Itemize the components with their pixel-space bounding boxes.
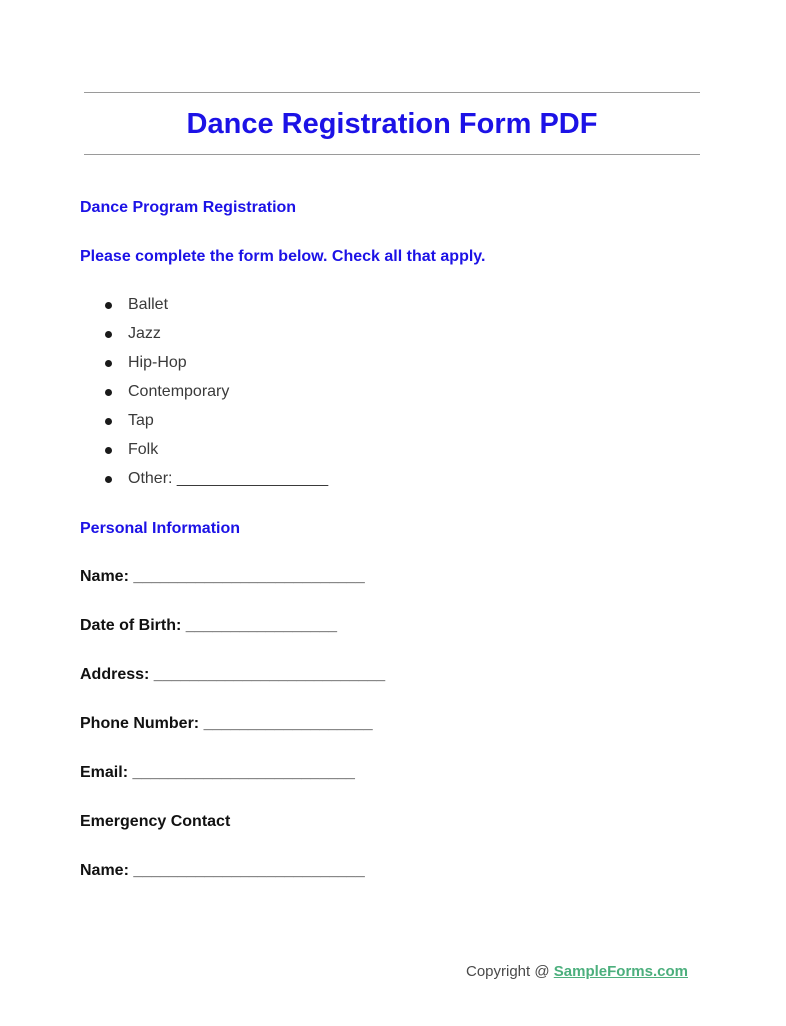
bullet-icon xyxy=(105,476,112,483)
dance-program-list xyxy=(80,295,328,498)
list-item xyxy=(80,324,328,353)
program-instructions: Please complete the form below. Check all that apply. xyxy=(80,248,486,265)
bullet-icon xyxy=(105,389,112,396)
bullet-icon xyxy=(105,302,112,309)
program-option-label: Hip-Hop xyxy=(128,354,187,371)
address-field[interactable]: Address: __________________________ xyxy=(80,666,386,683)
title-bottom-divider xyxy=(84,154,700,155)
emergency-contact-heading: Emergency Contact xyxy=(80,813,231,830)
email-field[interactable]: Email: _________________________ xyxy=(80,764,355,781)
program-option-label: Tap xyxy=(128,412,154,429)
list-item xyxy=(80,353,328,382)
date-of-birth-field[interactable]: Date of Birth: _________________ xyxy=(80,617,338,634)
name-field[interactable]: Name: __________________________ xyxy=(80,568,365,585)
page-title: Dance Registration Form PDF xyxy=(186,108,598,140)
list-item xyxy=(80,382,328,411)
list-item xyxy=(80,440,328,469)
copyright-text: Copyright @ xyxy=(466,963,554,980)
bullet-icon xyxy=(105,447,112,454)
list-item xyxy=(80,295,328,324)
program-option-label: Jazz xyxy=(128,325,161,342)
title-top-divider xyxy=(84,92,700,93)
program-option-other-field[interactable]: Other: _________________ xyxy=(128,470,329,487)
brand-link[interactable]: SampleForms.com xyxy=(553,963,688,980)
copyright-footer xyxy=(466,962,688,982)
phone-number-field[interactable]: Phone Number: ___________________ xyxy=(80,715,373,732)
bullet-icon xyxy=(105,418,112,425)
program-option-label: Ballet xyxy=(128,296,169,313)
program-section-heading: Dance Program Registration xyxy=(80,199,297,216)
personal-section-heading: Personal Information xyxy=(80,520,241,537)
bullet-icon xyxy=(105,331,112,338)
bullet-icon xyxy=(105,360,112,367)
emergency-name-field[interactable]: Name: __________________________ xyxy=(80,862,365,879)
program-option-label: Folk xyxy=(128,441,159,458)
list-item xyxy=(80,469,328,498)
list-item xyxy=(80,411,328,440)
program-option-label: Contemporary xyxy=(128,383,230,400)
